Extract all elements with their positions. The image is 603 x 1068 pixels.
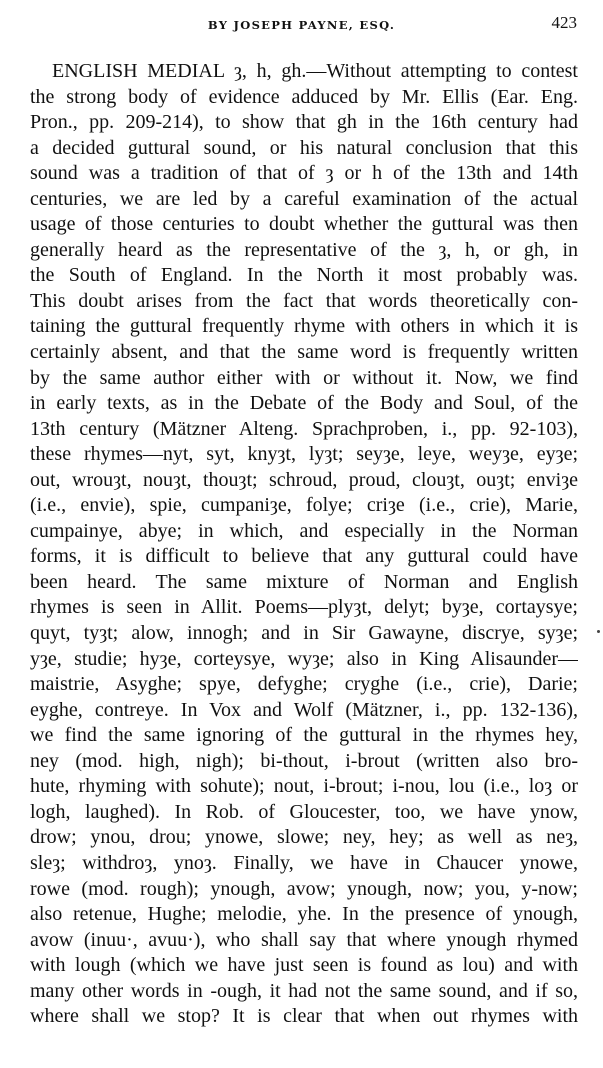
text-line: rhymes is seen in Allit. Poems—plyȝt, delyt; byȝe, cortaysye; xyxy=(30,596,578,619)
text-line: the strong body of evidence adduced by Mr. Ellis (Ear. Eng. xyxy=(30,85,578,108)
text-line: in early texts, as in the Debate of the Body and Soul, of the xyxy=(30,392,578,415)
text-line: where shall we stop? It is clear that when out rhymes with xyxy=(30,1005,578,1028)
text-line: ney (mod. high, nigh); bi-thout, i-brout (written also bro- xyxy=(30,749,578,772)
page-number: 423 xyxy=(551,13,577,32)
text-line: these rhymes—nyt, syt, knyȝt, lyȝt; seyȝe, leye, weyȝe, eyȝe; xyxy=(30,443,578,466)
text-line: (i.e., envie), spie, cumpaniȝe, folye; criȝe (i.e., crie), Marie, xyxy=(30,494,578,517)
text-line: usage of those centuries to doubt whether the guttural was then xyxy=(30,213,578,236)
margin-speck xyxy=(597,630,600,633)
text-line: been heard. The same mixture of Norman and English xyxy=(30,570,578,593)
text-line: rowe (mod. rough); ynough, avow; ynough, now; you, y-now; xyxy=(30,877,578,900)
text-line: the South of England. In the North it most probably was. xyxy=(30,264,578,287)
text-line: we find the same ignoring of the guttural in the rhymes hey, xyxy=(30,724,578,747)
text-line: generally heard as the representative of the ȝ, h, or gh, in xyxy=(30,238,578,261)
text-line: logh, laughed). In Rob. of Gloucester, too, we have ynow, xyxy=(30,800,578,823)
text-line: yȝe, studie; hyȝe, corteysye, wyȝe; also in King Alisaunder— xyxy=(30,647,578,670)
text-line: with lough (which we have just seen is found as lou) and with xyxy=(30,954,578,977)
text-line: This doubt arises from the fact that words theoretically con- xyxy=(30,289,578,312)
text-line: sleȝ; withdroȝ, ynoȝ. Finally, we have in Chaucer ynowe, xyxy=(30,851,578,874)
body-text xyxy=(30,59,578,1030)
text-line: by the same author either with or without it. Now, we find xyxy=(30,366,578,389)
running-title: BY JOSEPH PAYNE, ESQ. xyxy=(207,18,396,32)
text-line: cumpainye, abye; in which, and especially in the Norman xyxy=(30,519,578,542)
text-line: hute, rhyming with sohute); nout, i-brout; i-nou, lou (i.e., loȝ or xyxy=(30,775,578,798)
text-line: maistrie, Asyghe; spye, defyghe; cryghe (i.e., crie), Darie; xyxy=(30,673,578,696)
text-line: avow (inuu·, avuu·), who shall say that where ynough rhymed xyxy=(30,928,578,951)
text-line: centuries, we are led by a careful examination of the actual xyxy=(30,187,578,210)
text-line: many other words in -ough, it had not the same sound, and if so, xyxy=(30,979,578,1002)
text-line: drow; ynou, drou; ynowe, slowe; ney, hey; as well as neȝ, xyxy=(30,826,578,849)
text-line: certainly absent, and that the same word is frequently written xyxy=(30,341,578,364)
text-line: a decided guttural sound, or his natural conclusion that this xyxy=(30,136,578,159)
text-line: eyghe, contreye. In Vox and Wolf (Mätzner, i., pp. 132-136), xyxy=(30,698,578,721)
text-line: sound was a tradition of that of ȝ or h of the 13th and 14th xyxy=(30,162,578,185)
text-line: Pron., pp. 209-214), to show that gh in the 16th century had xyxy=(30,111,578,134)
text-line: 13th century (Mätzner Alteng. Sprachproben, i., pp. 92-103), xyxy=(30,417,578,440)
text-line: also retenue, Hughe; melodie, yhe. In the presence of ynough, xyxy=(30,903,578,926)
text-line: ENGLISH MEDIAL ȝ, h, gh.—Without attempting to contest xyxy=(52,60,578,82)
running-head xyxy=(0,12,603,36)
text-line: quyt, tyȝt; alow, innogh; and in Sir Gawayne, discrye, syȝe; xyxy=(30,622,578,645)
text-line: taining the guttural frequently rhyme with others in which it is xyxy=(30,315,578,338)
text-line: out, wrouȝt, nouȝt, thouȝt; schroud, proud, clouȝt, ouȝt; enviȝe xyxy=(30,468,578,491)
text-line: forms, it is difficult to believe that any guttural could have xyxy=(30,545,578,568)
